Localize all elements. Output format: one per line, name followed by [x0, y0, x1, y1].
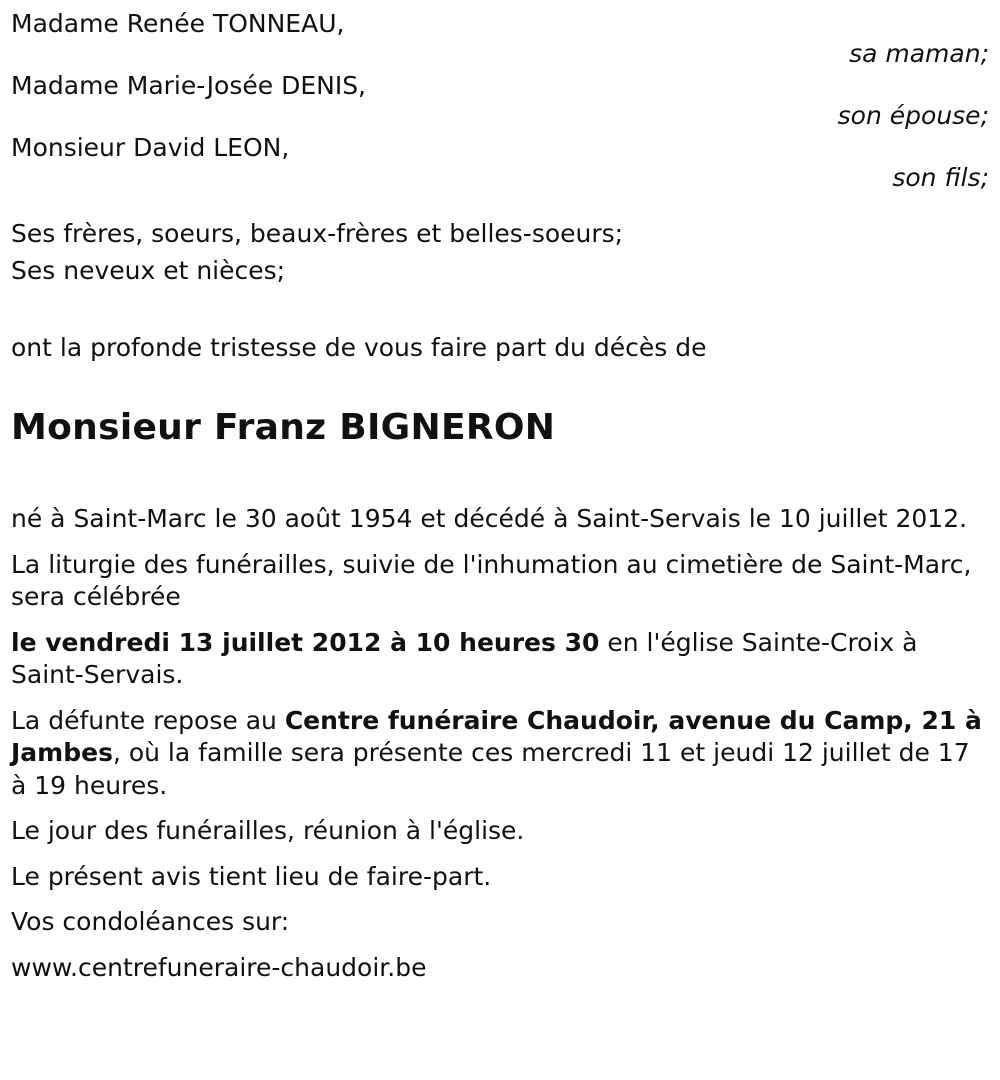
announcement-text: ont la profonde tristesse de vous faire part du décès de [11, 333, 707, 362]
condolences-label: Vos condoléances sur: [11, 907, 290, 937]
family-member-mother [11, 8, 989, 70]
relatives-list [11, 218, 989, 287]
ceremony-datetime: le vendredi 13 juillet 2012 à 10 heures 30 [11, 627, 600, 657]
relatives-nephews: Ses neveux et nièces; [11, 255, 286, 285]
ceremony-place: en l'église Sainte-Croix à Saint-Servais. [11, 627, 918, 690]
funeral-day-text: Le jour des funérailles, réunion à l'église. [11, 816, 525, 846]
funeral-details [11, 503, 989, 984]
visitation-text [11, 705, 989, 803]
deceased-name: Monsieur Franz BIGNERON [11, 406, 556, 448]
family-member-relation: son épouse; [837, 100, 989, 130]
family-member-relation: sa maman; [849, 38, 989, 68]
family-member-son [11, 132, 989, 194]
notice-text: Le présent avis tient lieu de faire-part. [11, 861, 492, 891]
family-member-name: Monsieur David LEON, [11, 133, 290, 162]
family-member-name: Madame Renée TONNEAU, [11, 9, 345, 38]
family-member-relation: son fils; [892, 162, 989, 192]
relatives-siblings: Ses frères, soeurs, beaux-frères et belles-soeurs; [11, 219, 624, 248]
liturgy-text: La liturgie des funérailles, suivie de l'inhumation au cimetière de Saint-Marc, sera célébrée [11, 549, 972, 612]
visitation-location: Centre funéraire Chaudoir, avenue du Camp, 21 à Jambes [11, 705, 982, 768]
family-member-wife [11, 70, 989, 132]
visitation-rest: , où la famille sera présente ces mercredi 11 et jeudi 12 juillet de 17 à 19 heures. [11, 738, 970, 800]
condolences-website-link[interactable]: www.centrefuneraire-chaudoir.be [11, 952, 427, 982]
birth-death-text: né à Saint-Marc le 30 août 1954 et décédé à Saint-Servais le 10 juillet 2012. [11, 504, 968, 534]
family-member-name: Madame Marie-Josée DENIS, [11, 71, 367, 100]
obituary-notice [11, 8, 989, 997]
visitation-intro: La défunte repose au [11, 705, 285, 735]
ceremony-text [11, 627, 989, 692]
